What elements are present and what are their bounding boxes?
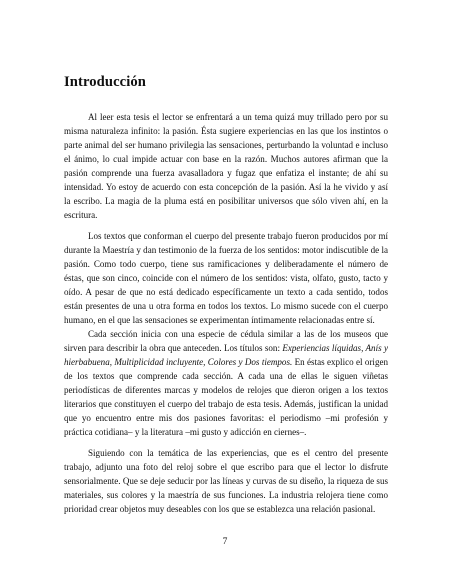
body-text	[64, 110, 388, 516]
paragraph-3	[64, 327, 388, 439]
paragraph-3-intro: Cada sección inicia con una especie de cédula similar a las de los museos que sirven para describir la obra que anteceden. Los títulos son:	[64, 329, 388, 354]
paragraph-1: Al leer esta tesis el lector se enfrentará a un tema quizá muy trillado pero por su misma naturaleza infinito: la pasión. Ésta sugiere experiencias en las que los instintos o parte animal del ser humano privilegia las sensaciones, perturbando la voluntad e incluso el ánimo, lo cual impide actuar con base en la razón. Muchos autores afirman que la pasión comprende una fuerza avasalladora y fugaz que enfatiza el instante; de ahí su intensidad. Yo estoy de acuerdo con esta concepción de la pasión. Así la he vivido y así la escribo. La magia de la pluma está en posibilitar universos que sólo viven ahí, en la escritura.	[64, 112, 388, 221]
paragraph-4: Siguiendo con la temática de las experiencias, que es el centro del presente trabajo, adjunto una foto del reloj sobre el que escribo para que el lector lo disfrute sensorialmente. Que se deje seducir por las líneas y curvas de su diseño, la riqueza de sus materiales, sus colores y la maestría de sus funciones. La industria relojera tiene como prioridad crear objetos muy deseables con los que se establezca una relación pasional.	[64, 447, 388, 514]
section-titles: Experiencias líquidas, Anís y hierbabuena, Multiplicidad incluyente, Colores y Dos tiempos.	[64, 343, 388, 368]
section-heading: Introducción	[64, 74, 147, 90]
paragraph-2: Los textos que conforman el cuerpo del presente trabajo fueron producidos por mí durante la Maestría y dan testimonio de la fuerza de los sentidos: motor indiscutible de la pasión. Como todo cuerpo, tiene sus ramificaciones y deliberadamente el número de éstas, que son cinco, coincide con el número de los sentidos: vista, olfato, gusto, tacto y oído. A pesar de que no está dedicado específicamente un texto a cada sentido, todos están presentes de una u otra forma en todos los textos. Lo mismo sucede con el cuerpo humano, en el que las sensaciones se experimentan íntimamente relacionadas entre sí.	[64, 230, 388, 325]
paragraph-3-rest: En éstas explico el origen de los textos que comprende cada sección. A cada una de ellas le siguen viñetas periodísticas de diferentes marcas y modelos de relojes que dieron origen a los textos literarios que constituyen el cuerpo del trabajo de esta tesis. Además, justifican la unidad que yo encuentro entre mis dos pasiones favoritas: el periodismo –mi profesión y práctica cotidiana– y la literatura –mi gusto y adicción en ciernes–.	[64, 357, 389, 438]
page-number: 7	[222, 537, 228, 547]
